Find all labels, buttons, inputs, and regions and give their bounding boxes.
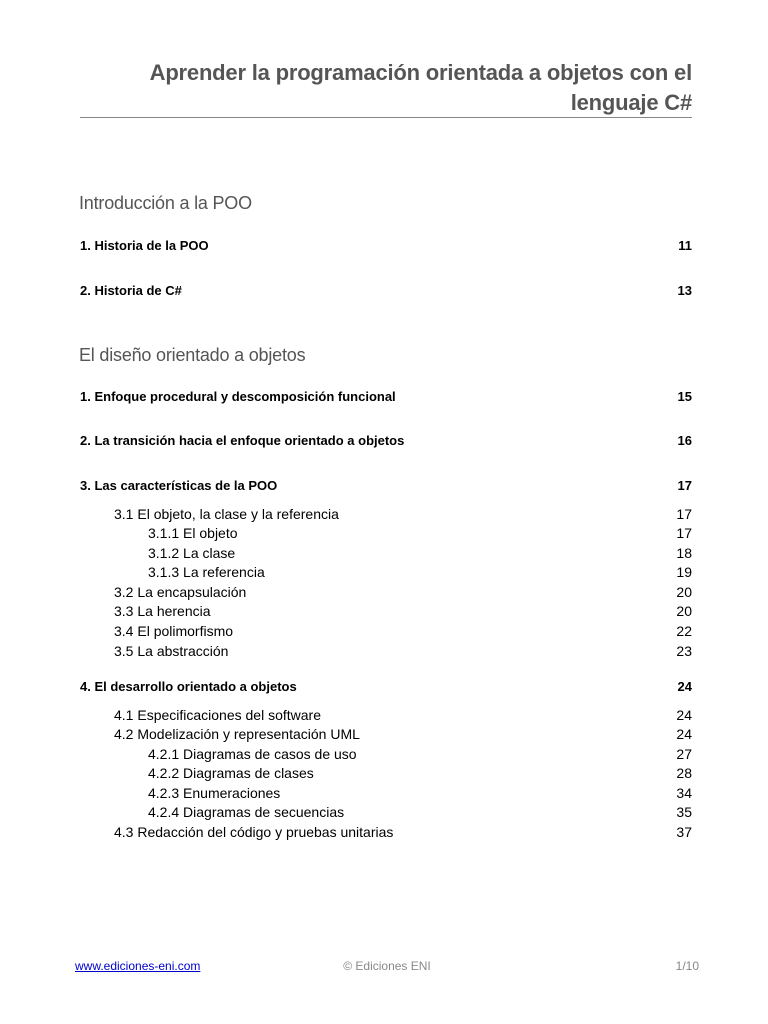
toc-entry-label: 3.4 El polimorfismo: [114, 623, 234, 639]
toc-entry-page: 11: [678, 238, 692, 253]
toc-entry[interactable]: [80, 476, 692, 496]
toc-entry[interactable]: [80, 641, 692, 661]
toc-entry-label: 4.2.1 Diagramas de casos de uso: [148, 746, 357, 762]
document-title-line-1: Aprender la programación orientada a objetos con el: [149, 60, 692, 85]
toc-entry-page: 35: [676, 804, 692, 820]
toc-entry-label: 3.1.2 La clase: [148, 545, 236, 561]
toc-entry-page: 15: [677, 389, 692, 404]
toc-entry[interactable]: [80, 802, 692, 822]
toc-entry[interactable]: [80, 677, 692, 697]
toc-entry[interactable]: [80, 763, 692, 783]
toc-entry[interactable]: [80, 783, 692, 803]
toc-entry-label: 4. El desarrollo orientado a objetos: [80, 679, 297, 694]
toc-entry-page: 17: [676, 525, 692, 541]
page-footer: [75, 957, 699, 975]
footer-copyright: © Ediciones ENI: [343, 959, 431, 973]
toc-entry-page: 13: [677, 283, 692, 298]
toc-entry-label: 4.1 Especificaciones del software: [114, 707, 321, 723]
toc-entry[interactable]: [80, 601, 692, 621]
toc-entry[interactable]: [80, 582, 692, 602]
toc-entry-page: 24: [676, 707, 692, 723]
toc-entry[interactable]: [80, 724, 692, 744]
toc-entry-label: 3.1.1 El objeto: [148, 525, 238, 541]
toc-entry[interactable]: [80, 523, 692, 543]
toc-entry-page: 17: [677, 478, 692, 493]
toc-entry[interactable]: [80, 822, 692, 842]
toc-entry-label: 1. Enfoque procedural y descomposición funcional: [80, 389, 396, 404]
toc-entry-label: 4.2.4 Diagramas de secuencias: [148, 804, 345, 820]
toc-entry-label: 2. La transición hacia el enfoque orientado a objetos: [80, 433, 405, 448]
toc-entry-label: 4.2 Modelización y representación UML: [114, 726, 360, 742]
toc-entry-page: 23: [676, 643, 692, 659]
toc-entry-page: 24: [676, 726, 692, 742]
toc-entry[interactable]: [80, 744, 692, 764]
toc-entry[interactable]: [80, 236, 692, 256]
toc-entry-label: 3.2 La encapsulación: [114, 584, 247, 600]
toc-entry[interactable]: [80, 543, 692, 563]
toc-entry-label: 3.3 La herencia: [114, 603, 211, 619]
document-title-line-2: lenguaje C#: [570, 90, 692, 115]
toc-entry-label: 2. Historia de C#: [80, 283, 182, 298]
document-title: [80, 58, 692, 118]
toc-entry[interactable]: [80, 621, 692, 641]
footer-page-number: 1/10: [675, 959, 699, 973]
toc-entry-label: 3. Las características de la POO: [80, 478, 278, 493]
toc-entry-page: 20: [676, 603, 692, 619]
toc-entry-page: 28: [676, 765, 692, 781]
footer-website-link[interactable]: www.ediciones-eni.com: [75, 959, 201, 973]
toc-entry-page: 22: [676, 623, 692, 639]
toc-entry-label: 3.5 La abstracción: [114, 643, 229, 659]
toc-entry-label: 4.2.2 Diagramas de clases: [148, 765, 314, 781]
toc-entry-page: 18: [676, 545, 692, 561]
toc-entry-page: 34: [676, 785, 692, 801]
toc-entry-page: 20: [676, 584, 692, 600]
toc-entry[interactable]: [80, 431, 692, 451]
toc-entry-label: 3.1.3 La referencia: [148, 564, 265, 580]
section-heading-intro: Introducción a la POO: [79, 193, 252, 213]
toc-entry-page: 16: [677, 433, 692, 448]
toc-entry-page: 19: [676, 564, 692, 580]
toc-entry-page: 24: [677, 679, 692, 694]
toc-entry-page: 37: [676, 824, 692, 840]
toc-entry[interactable]: [80, 705, 692, 725]
title-divider: [80, 117, 692, 118]
toc-entry-page: 17: [676, 506, 692, 522]
toc-entry-label: 4.3 Redacción del código y pruebas unitarias: [114, 824, 394, 840]
toc-entry-label: 4.2.3 Enumeraciones: [148, 785, 281, 801]
toc-entry[interactable]: [80, 387, 692, 407]
toc-entry[interactable]: [80, 504, 692, 524]
toc-entry-label: 1. Historia de la POO: [80, 238, 209, 253]
section-heading-design: El diseño orientado a objetos: [79, 345, 306, 365]
toc-entry[interactable]: [80, 281, 692, 301]
toc-entry-page: 27: [676, 746, 692, 762]
toc-entry-label: 3.1 El objeto, la clase y la referencia: [114, 506, 339, 522]
toc-entry[interactable]: [80, 562, 692, 582]
